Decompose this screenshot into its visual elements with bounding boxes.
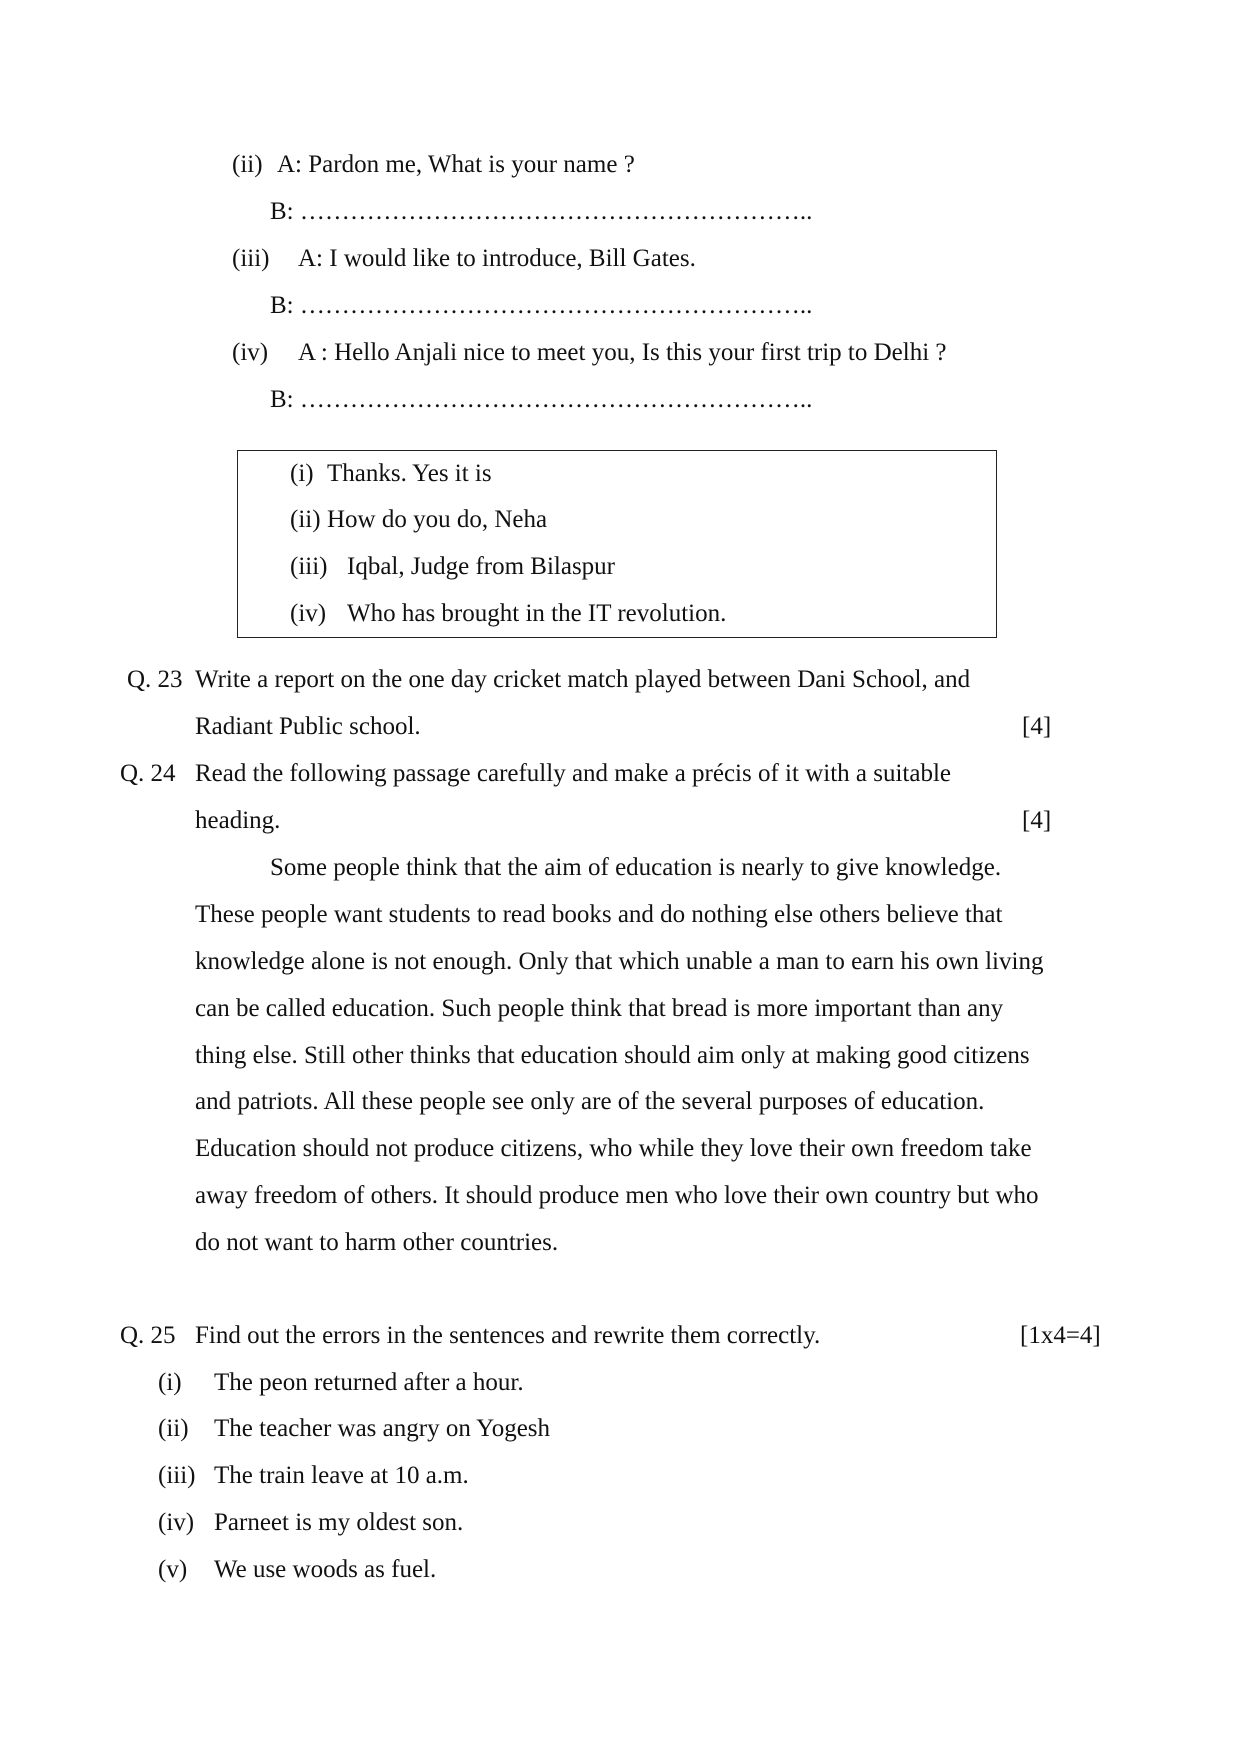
passage-line: knowledge alone is not enough. Only that which unable a man to earn his own living <box>195 948 1044 975</box>
option-text: Thanks. Yes it is <box>327 460 492 487</box>
option-num: (i) <box>290 460 314 487</box>
option-num: (ii) <box>290 506 321 533</box>
passage-line: away freedom of others. It should produce men who love their own country but who <box>195 1182 1039 1209</box>
question-label-q25: Q. 25 <box>120 1322 176 1349</box>
passage-line: and patriots. All these people see only are of the several purposes of education. <box>195 1088 985 1115</box>
question-text-q23: Write a report on the one day cricket match played between Dani School, and <box>195 666 971 693</box>
error-item-text: Parneet is my oldest son. <box>214 1509 464 1536</box>
question-label-q24: Q. 24 <box>120 760 176 787</box>
passage-line: These people want students to read books and do nothing else others believe that <box>195 901 1003 928</box>
dialogue-num: (ii) <box>232 151 263 178</box>
option-num: (iii) <box>290 553 328 580</box>
error-item-num: (iii) <box>158 1462 196 1489</box>
passage-line: Education should not produce citizens, who while they love their own freedom take <box>195 1135 1032 1162</box>
passage-line: do not want to harm other countries. <box>195 1229 559 1256</box>
dialogue-num: (iii) <box>232 245 270 272</box>
dialogue-line-a: A: I would like to introduce, Bill Gates. <box>298 245 696 272</box>
dialogue-num: (iv) <box>232 339 269 366</box>
error-item-num: (iv) <box>158 1509 195 1536</box>
dialogue-line-b: B: …………………………………………………….. <box>270 386 813 413</box>
question-text-q24: Read the following passage carefully and make a précis of it with a suitable <box>195 760 951 787</box>
error-item-num: (i) <box>158 1369 182 1396</box>
error-item-num: (ii) <box>158 1415 189 1442</box>
marks-q23: [4] <box>1022 713 1052 740</box>
dialogue-line-a: A : Hello Anjali nice to meet you, Is this your first trip to Delhi ? <box>298 339 947 366</box>
passage-line: thing else. Still other thinks that education should aim only at making good citizens <box>195 1042 1030 1069</box>
option-text: Iqbal, Judge from Bilaspur <box>347 553 616 580</box>
question-label-q23: Q. 23 <box>127 666 183 693</box>
error-item-text: The teacher was angry on Yogesh <box>214 1415 551 1442</box>
dialogue-line-b: B: …………………………………………………….. <box>270 292 813 319</box>
option-num: (iv) <box>290 600 327 627</box>
marks-q24: [4] <box>1022 807 1052 834</box>
error-item-text: The train leave at 10 a.m. <box>214 1462 469 1489</box>
error-item-num: (v) <box>158 1556 188 1583</box>
dialogue-line-b: B: …………………………………………………….. <box>270 198 813 225</box>
marks-q25: [1x4=4] <box>1020 1322 1101 1349</box>
error-item-text: The peon returned after a hour. <box>214 1369 524 1396</box>
option-text: How do you do, Neha <box>327 506 548 533</box>
dialogue-line-a: A: Pardon me, What is your name ? <box>277 151 635 178</box>
passage-line: can be called education. Such people think that bread is more important than any <box>195 995 1004 1022</box>
passage-line: Some people think that the aim of education is nearly to give knowledge. <box>270 854 1002 881</box>
option-text: Who has brought in the IT revolution. <box>347 600 727 627</box>
question-text-q25: Find out the errors in the sentences and rewrite them correctly. <box>195 1322 821 1349</box>
error-item-text: We use woods as fuel. <box>214 1556 437 1583</box>
question-text-q24-cont: heading. <box>195 807 281 834</box>
question-text-q23-cont: Radiant Public school. <box>195 713 421 740</box>
